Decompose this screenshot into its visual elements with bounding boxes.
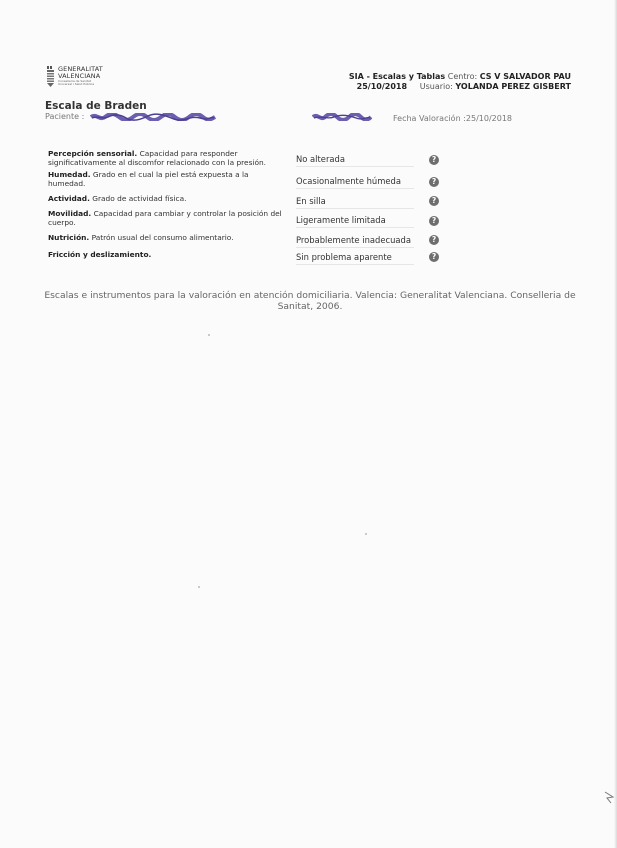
scan-speck — [208, 334, 210, 336]
org-name-line2: VALENCIANA — [58, 72, 101, 80]
help-icon[interactable]: ? — [429, 177, 439, 187]
criterion-text — [48, 195, 288, 204]
criterion-desc: Capacidad para responder significativamente al discomfor relacionado con la presión. — [48, 149, 267, 167]
criterion-value[interactable]: En silla — [296, 196, 414, 209]
help-icon[interactable]: ? — [429, 196, 439, 206]
criterion-text — [48, 210, 288, 227]
criterion-name: Movilidad. — [48, 209, 92, 218]
fecha-value: 25/10/2018 — [465, 114, 512, 123]
help-icon[interactable]: ? — [429, 155, 439, 165]
help-icon[interactable]: ? — [429, 252, 439, 262]
generalitat-logo — [46, 66, 103, 88]
criterion-desc: Capacidad para cambiar y controlar la posición del cuerpo. — [48, 209, 282, 227]
scan-speck — [198, 586, 200, 588]
page-title: Escala de Braden — [45, 100, 147, 112]
criterion-value[interactable]: Ocasionalmente húmeda — [296, 176, 414, 189]
criterion-desc: Grado en el cual la piel está expuesta a la humedad. — [48, 170, 249, 188]
fecha-label: Fecha Valoración : — [393, 114, 466, 123]
reference-citation: Escalas e instrumentos para la valoración en atención domiciliaria. Valencia: Generalitat Valenciana. Conselleria de Sanitat, 2006. — [44, 290, 576, 312]
criterion-name: Percepción sensorial. — [48, 149, 138, 158]
scan-mark-icon — [604, 790, 615, 804]
usuario-label: Usuario: — [419, 82, 453, 91]
patient-line — [45, 112, 216, 121]
criterion-text — [48, 150, 288, 167]
header-info — [349, 72, 571, 92]
fecha-valoracion — [393, 114, 512, 123]
generalitat-emblem-icon — [46, 66, 55, 88]
criterion-value[interactable]: Sin problema aparente — [296, 252, 414, 265]
criterion-desc: Grado de actividad física. — [92, 194, 187, 203]
usuario-value: YOLANDA PEREZ GISBERT — [455, 82, 571, 91]
criterion-value[interactable]: Probablemente inadecuada — [296, 235, 414, 248]
criterion-text — [48, 234, 288, 243]
org-subline2: Universal i Salut Pública — [58, 82, 95, 87]
criterion-name: Fricción y deslizamiento. — [48, 250, 152, 259]
criterion-text — [48, 171, 288, 188]
scan-speck — [365, 533, 367, 535]
criterion-name: Nutrición. — [48, 233, 90, 242]
org-name-line1: GENERALITAT — [58, 65, 103, 73]
redacted-patient-name-icon — [90, 113, 216, 121]
criterion-name: Humedad. — [48, 170, 91, 179]
app-name: SIA - Escalas y Tablas — [348, 72, 446, 81]
help-icon[interactable]: ? — [429, 235, 439, 245]
criterion-name: Actividad. — [48, 194, 90, 203]
header-date: 25/10/2018 — [356, 82, 408, 91]
redacted-id-icon — [312, 113, 372, 121]
centro-value: CS V SALVADOR PAU — [479, 72, 571, 81]
criterion-value[interactable]: No alterada — [296, 154, 414, 167]
help-icon[interactable]: ? — [429, 216, 439, 226]
patient-label: Paciente : — [45, 112, 85, 121]
criterion-desc: Patrón usual del consumo alimentario. — [91, 233, 234, 242]
org-subline1: Conselleria de Sanitat — [58, 79, 91, 83]
centro-label: Centro: — [447, 72, 478, 81]
criterion-value[interactable]: Ligeramente limitada — [296, 215, 414, 228]
criterion-text — [48, 251, 288, 260]
